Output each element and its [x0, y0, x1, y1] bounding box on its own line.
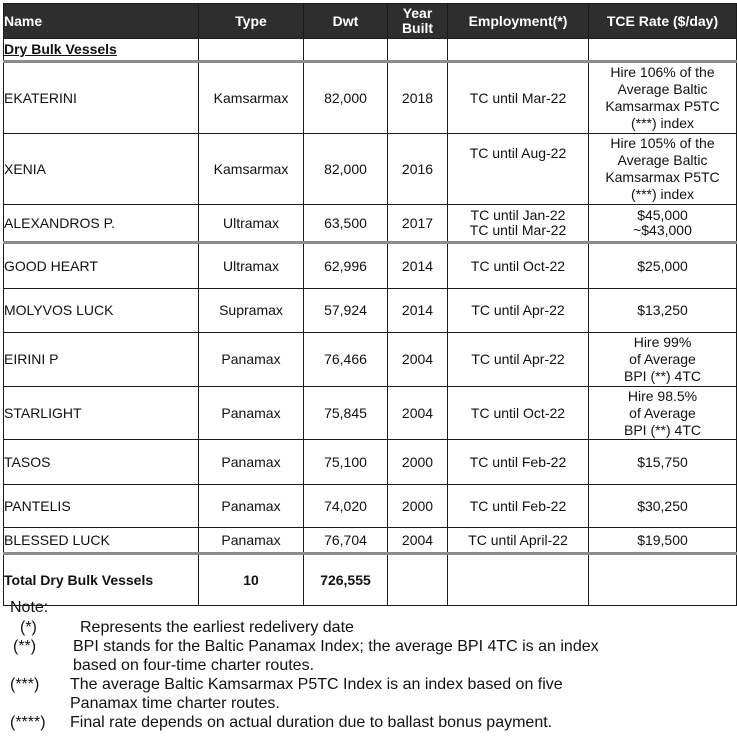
- empty-cell: [589, 39, 737, 62]
- vessel-tce-rate: [589, 62, 737, 134]
- section-title: Dry Bulk Vessels: [4, 41, 117, 57]
- tce-line: Kamsarmax P5TC: [605, 169, 720, 185]
- vessel-name: EKATERINI: [4, 62, 199, 134]
- vessel-name: STARLIGHT: [4, 387, 199, 440]
- vessel-type: Supramax: [199, 289, 304, 333]
- note-marker: (****): [10, 714, 46, 731]
- vessel-tce-rate: [589, 440, 737, 485]
- vessel-type: Kamsarmax: [199, 62, 304, 134]
- employment-line: TC until April-22: [468, 531, 568, 548]
- vessel-employment: [448, 387, 589, 440]
- vessel-year-built: 2014: [388, 289, 448, 333]
- vessel-row: [4, 528, 737, 554]
- vessel-tce-rate: [589, 289, 737, 333]
- header-dwt: Dwt: [304, 4, 388, 39]
- header-tce-rate: TCE Rate ($/day): [589, 4, 737, 39]
- vessel-name: XENIA: [4, 134, 199, 205]
- total-label: Total Dry Bulk Vessels: [4, 554, 199, 606]
- section-title-cell: [4, 39, 199, 62]
- vessel-year-built: 2016: [388, 134, 448, 205]
- vessel-name: BLESSED LUCK: [4, 528, 199, 554]
- vessel-tce-rate: [589, 205, 737, 243]
- vessel-dwt: 76,704: [304, 528, 388, 554]
- note-line: Panamax time charter routes.: [70, 695, 280, 712]
- vessel-employment: [448, 205, 589, 243]
- note-line: Final rate depends on actual duration due to ballast bonus payment.: [70, 714, 553, 731]
- vessel-row: [4, 205, 737, 243]
- vessel-type: Panamax: [199, 528, 304, 554]
- vessel-type: Ultramax: [199, 205, 304, 243]
- note-marker: (**): [13, 638, 37, 655]
- tce-line: Average Baltic: [617, 81, 708, 97]
- notes-title: Note:: [10, 599, 49, 616]
- vessel-employment: [448, 528, 589, 554]
- employment-line: TC until Oct-22: [470, 257, 566, 274]
- empty-cell: [388, 39, 448, 62]
- tce-line: of Average: [629, 351, 696, 367]
- note-marker: (*): [20, 619, 37, 636]
- note-item: [10, 618, 690, 637]
- header-type: Type: [199, 4, 304, 39]
- vessel-name: TASOS: [4, 440, 199, 485]
- vessel-row: [4, 333, 737, 387]
- employment-line: TC until Oct-22: [470, 404, 566, 421]
- tce-line: (***) index: [630, 186, 695, 202]
- vessel-name: ALEXANDROS P.: [4, 205, 199, 243]
- vessel-tce-rate: [589, 485, 737, 528]
- vessel-type: Panamax: [199, 440, 304, 485]
- vessel-type: Kamsarmax: [199, 134, 304, 205]
- header-year-line2: Built: [401, 20, 434, 36]
- vessel-employment: [448, 333, 589, 387]
- note-text: [70, 713, 680, 732]
- note-line: based on four-time charter routes.: [73, 657, 315, 674]
- vessel-tce-rate: [589, 333, 737, 387]
- employment-line: TC until Apr-22: [471, 351, 565, 367]
- vessel-type: Ultramax: [199, 243, 304, 289]
- vessel-dwt: 62,996: [304, 243, 388, 289]
- tce-line: $13,250: [637, 302, 688, 318]
- vessel-dwt: 74,020: [304, 485, 388, 528]
- vessel-year-built: 2004: [388, 333, 448, 387]
- vessel-dwt: 82,000: [304, 62, 388, 134]
- vessel-year-built: 2017: [388, 205, 448, 243]
- vessel-name: EIRINI P: [4, 333, 199, 387]
- note-item: [10, 675, 690, 713]
- vessel-name: PANTELIS: [4, 485, 199, 528]
- employment-line: TC until Apr-22: [471, 302, 565, 318]
- empty-cell: [304, 39, 388, 62]
- tce-line: $19,500: [637, 531, 688, 548]
- tce-line: $45,000: [637, 207, 688, 223]
- note-line: BPI stands for the Baltic Panamax Index; the average BPI 4TC is an index: [73, 638, 599, 655]
- header-row: [4, 4, 737, 39]
- header-year-line1: Year: [402, 5, 433, 21]
- note-text: [70, 675, 680, 713]
- empty-cell: [448, 39, 589, 62]
- vessel-year-built: 2000: [388, 440, 448, 485]
- employment-line: TC until Feb-22: [469, 497, 567, 514]
- total-count: 10: [199, 554, 304, 606]
- tce-line: Hire 106% of the: [610, 64, 715, 80]
- tce-line: $30,250: [637, 497, 688, 514]
- vessel-type: Panamax: [199, 485, 304, 528]
- vessel-year-built: 2004: [388, 528, 448, 554]
- tce-line: Hire 98.5%: [627, 387, 698, 404]
- vessel-employment: [448, 485, 589, 528]
- note-marker: (***): [10, 676, 40, 693]
- vessel-tce-rate: [589, 243, 737, 289]
- tce-line: ~$43,000: [633, 222, 692, 238]
- vessel-employment: [448, 440, 589, 485]
- vessel-tce-rate: [589, 387, 737, 440]
- tce-line: $25,000: [637, 257, 688, 274]
- vessel-year-built: 2018: [388, 62, 448, 134]
- employment-line: TC until Mar-22: [469, 222, 567, 238]
- vessel-type: Panamax: [199, 387, 304, 440]
- header-year-built: [388, 4, 448, 39]
- header-name: Name: [4, 4, 199, 39]
- vessel-dwt: 76,466: [304, 333, 388, 387]
- vessel-row: [4, 62, 737, 134]
- vessel-tce-rate: [589, 528, 737, 554]
- note-line: Represents the earliest redelivery date: [80, 619, 354, 636]
- vessel-employment: [448, 243, 589, 289]
- note-item: [10, 713, 690, 732]
- tce-line: Average Baltic: [617, 152, 708, 168]
- vessel-year-built: 2004: [388, 387, 448, 440]
- employment-line: TC until Aug-22: [469, 145, 567, 161]
- vessel-tce-rate: [589, 134, 737, 205]
- vessel-row: [4, 485, 737, 528]
- notes-list: [10, 618, 690, 732]
- total-dwt: 726,555: [304, 554, 388, 606]
- vessel-year-built: 2000: [388, 485, 448, 528]
- vessel-dwt: 75,100: [304, 440, 388, 485]
- note-item: [10, 637, 690, 675]
- tce-line: Hire 105% of the: [610, 135, 715, 151]
- section-row: [4, 39, 737, 62]
- vessel-dwt: 75,845: [304, 387, 388, 440]
- tce-line: $15,750: [637, 453, 688, 470]
- vessel-employment: [448, 289, 589, 333]
- note-text: [73, 637, 683, 675]
- vessel-dwt: 63,500: [304, 205, 388, 243]
- tce-line: of Average: [629, 404, 696, 421]
- vessel-dwt: 57,924: [304, 289, 388, 333]
- vessel-employment: [448, 62, 589, 134]
- vessel-row: [4, 243, 737, 289]
- note-line: The average Baltic Kamsarmax P5TC Index is an index based on five: [70, 676, 563, 693]
- vessel-row: [4, 289, 737, 333]
- vessel-name: MOLYVOS LUCK: [4, 289, 199, 333]
- vessel-employment: [448, 134, 589, 205]
- notes: [10, 598, 690, 732]
- header-employment: Employment(*): [448, 4, 589, 39]
- note-text: [80, 618, 690, 637]
- tce-line: BPI (**) 4TC: [623, 421, 701, 438]
- vessel-name: GOOD HEART: [4, 243, 199, 289]
- fleet-table: [3, 3, 737, 606]
- tce-line: Kamsarmax P5TC: [605, 98, 720, 114]
- vessel-row: [4, 440, 737, 485]
- vessel-row: [4, 387, 737, 440]
- employment-line: TC until Feb-22: [469, 453, 567, 470]
- tce-line: BPI (**) 4TC: [623, 368, 701, 384]
- vessel-year-built: 2014: [388, 243, 448, 289]
- vessel-row: [4, 134, 737, 205]
- tce-line: Hire 99%: [633, 334, 692, 350]
- employment-line: TC until Jan-22: [470, 207, 566, 223]
- empty-cell: [199, 39, 304, 62]
- vessel-dwt: 82,000: [304, 134, 388, 205]
- tce-line: (***) index: [630, 115, 695, 131]
- vessel-type: Panamax: [199, 333, 304, 387]
- employment-line: TC until Mar-22: [469, 89, 567, 106]
